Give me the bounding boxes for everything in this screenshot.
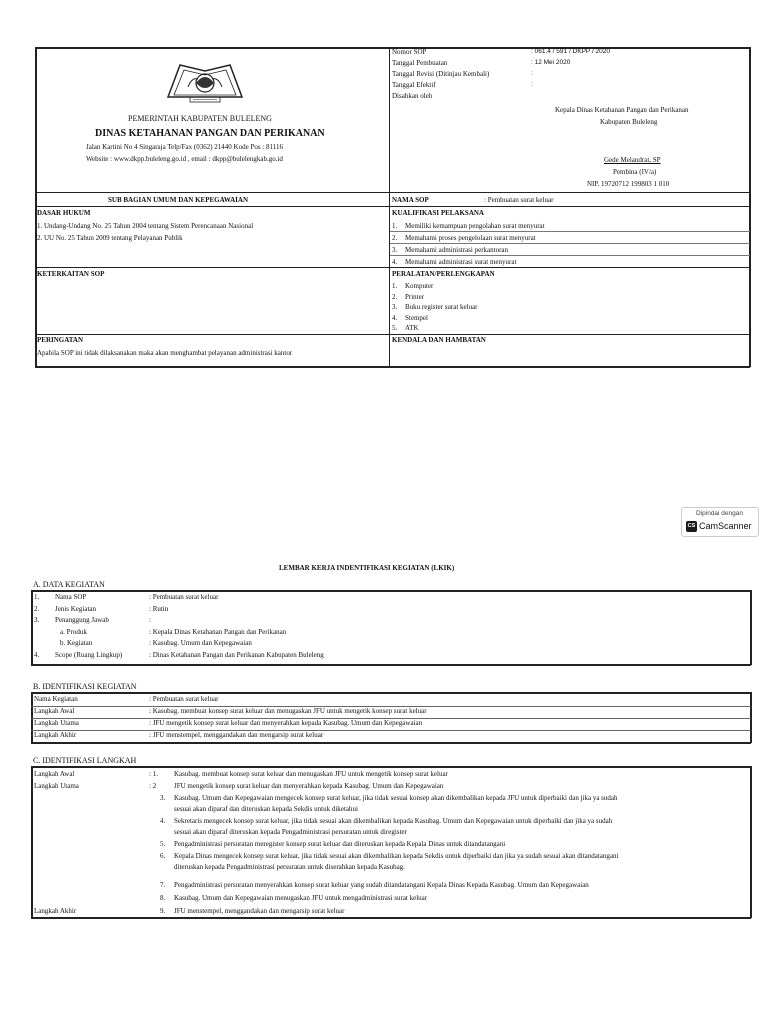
data-row-number: 1. [34, 593, 40, 601]
peralatan-number: 3. [392, 303, 398, 311]
section-b-title: B. IDENTIFIKASI KEGIATAN [33, 682, 137, 691]
dasar-hukum-item: 1. Undang-Undang No. 25 Tahun 2004 tentang Sistem Perencanaan Nasional [37, 222, 254, 230]
row-divider [390, 231, 750, 232]
data-row-label: Penanggung Jawab [55, 616, 109, 624]
peringatan-text: Apabila SOP ini tidak dilaksanakan maka akan menghambat pelayanan administrasi kantor [37, 349, 293, 357]
dasar-hukum-title: DASAR HUKUM [37, 209, 91, 217]
sub-bagian: SUB BAGIAN UMUM DAN KEPEGAWAIAN [108, 196, 249, 204]
langkah-akhir-label: Langkah Akhir [34, 907, 77, 915]
kualifikasi-title: KUALIFIKASI PELAKSANA [392, 209, 484, 217]
dinas-address: Jalan Kartini No 4 Singaraja Telp/Fax (0362) 21440 Kode Pos : 81116 [86, 143, 283, 151]
data-row-label: b. Kegiatan [60, 639, 93, 647]
camscanner-badge [681, 507, 759, 537]
data-row-number: 3. [34, 616, 40, 624]
data-row-label: Scope (Ruang Lingkup) [55, 650, 123, 659]
step-text-continued: sesuai akan diparaf diteruskan kepada Pengadministrasi persuratan untuk diregister [174, 828, 407, 836]
step-number: 9. [160, 907, 166, 915]
meta-value: : [531, 81, 533, 88]
langkah-utama-label: Langkah Utama [34, 782, 79, 790]
nama-sop-label: NAMA SOP [392, 196, 429, 204]
section-a-title: A. DATA KEGIATAN [33, 580, 105, 589]
dasar-hukum-item: 2. UU No. 25 Tahun 2009 tentang Pelayanan Publik [37, 234, 183, 242]
nama-sop-value: : Pembuatan surat keluar [484, 196, 554, 204]
peralatan-item: ATK [405, 324, 419, 332]
meta-label: Tanggal Pembuatan [392, 59, 448, 67]
row-divider [31, 730, 751, 731]
langkah-awal-label: Langkah Awal [34, 770, 75, 778]
data-row-value: : Kasubag. Umum dan Kepegawaian [149, 639, 252, 647]
kualifikasi-number: 1. [392, 222, 398, 230]
step-text: Kasubag. membuat konsep surat keluar dan menugaskan JFU untuk mengetik konsep surat keluar [174, 770, 448, 778]
data-row-label: Jenis Kegiatan [55, 604, 97, 613]
keterkaitan-title: KETERKAITAN SOP [37, 270, 105, 278]
identifikasi-value: : Pembuatan surat keluar [149, 695, 219, 703]
meta-label: Disahkan oleh [392, 92, 433, 100]
meta-value: : 061.4 / 591 / DKPP / 2020 [531, 48, 611, 55]
peralatan-title: PERALATAN/PERLENGKAPAN [392, 270, 495, 278]
data-row-value: : Dinas Ketahanan Pangan dan Perikanan Kabupaten Buleleng [149, 650, 324, 659]
meta-value: : 12 Mei 2020 [531, 59, 571, 66]
step-text: Kepala Dinas mengecek konsep surat keluar, jika tidak sesuai akan dikembalikan kepada Sekdis untuk diperbaiki dan jika ya sudah sesuai akan ditandatangani [174, 852, 619, 860]
kualifikasi-item: Memahami administrasi surat menyurat [405, 258, 517, 266]
dinas-name: DINAS KETAHANAN PANGAN DAN PERIKANAN [95, 128, 325, 139]
identifikasi-label: Nama Kegiatan [34, 695, 78, 703]
step-number: 4. [160, 817, 166, 825]
kualifikasi-item: Memiliki kemampuan pengolahan surat menyurat [405, 222, 545, 230]
data-row-number: 2. [34, 604, 40, 613]
peralatan-number: 2. [392, 292, 398, 301]
kendala-title: KENDALA DAN HAMBATAN [392, 336, 486, 344]
step-number: 5. [160, 840, 166, 848]
step-text-continued: diteruskan kepada Pengadministrasi persuratan untuk diserahkan kepada Kasubag. [174, 863, 405, 871]
step-text: JFU mengetik konsep surat keluar dan menyerahkan kepada Kasubag. Umum dan Kepegawaian [174, 782, 444, 790]
peralatan-number: 1. [392, 282, 398, 290]
step-text: Pengadministrasi persuratan meregister konsep surat keluar dan diteruskan kepada Kepala Dinas untuk ditandatangani [174, 840, 506, 848]
section-c-title: C. IDENTIFIKASI LANGKAH [33, 756, 137, 765]
gov-name: PEMERINTAH KABUPATEN BULELENG [128, 114, 272, 123]
kualifikasi-number: 3. [392, 246, 398, 254]
step-text: Kasubag. Umum dan Kepegawaian menugaskan JFU untuk mengadministrasi surat keluar [174, 894, 428, 902]
meta-label: Tanggal Revisi (Ditinjau Kembali) [392, 70, 490, 78]
identifikasi-value: : JFU menstempel, menggandakan dan mengarsip surat keluar [149, 731, 324, 739]
step-number: 6. [160, 852, 166, 860]
approver-nip: NIP. 19720712 199803 1 010 [587, 180, 670, 188]
data-row-value: : Pembuatan surat keluar [149, 593, 219, 601]
step-text: Sekretaris mengecek konsep surat keluar, jika tidak sesuai akan dikembalikan kepada Kasubag. Umum dan Kepegawaian untuk diperbaiki dan jika ya sudah [174, 817, 613, 825]
approver-rank: Pembina (IV/a) [613, 168, 657, 176]
peralatan-item: Buku register surat keluar [405, 303, 478, 311]
identifikasi-value: : JFU mengetik konsep surat keluar dan menyerahkan kepada Kasubag. Umum dan Kepegawaian [149, 719, 423, 727]
step-text: JFU menstempel, menggandakan dan mengarsip surat keluar [174, 907, 345, 915]
peringatan-title: PERINGATAN [37, 336, 84, 344]
peralatan-number: 4. [392, 313, 398, 322]
identifikasi-label: Langkah Akhir [34, 731, 77, 739]
step-number: : 1. [149, 770, 158, 778]
step-number: 8. [160, 894, 166, 902]
step-number: 7. [160, 881, 166, 889]
meta-label: Nomor SOP [392, 48, 427, 56]
identifikasi-label: Langkah Utama [34, 719, 79, 727]
approver-region: Kabupaten Buleleng [600, 118, 658, 126]
kualifikasi-item: Memahami administrasi perkantoran [405, 246, 509, 254]
data-row-label: a. Produk [60, 627, 87, 636]
identifikasi-value: : Kasubag. membuat konsep surat keluar dan menugaskan JFU untuk mengetik konsep surat keluar [149, 707, 427, 715]
peralatan-item: Stempel [405, 313, 428, 322]
meta-label: Tanggal Efektif [392, 81, 436, 89]
peralatan-item: Printer [405, 292, 425, 301]
row-divider [390, 243, 750, 244]
lkik-title: LEMBAR KERJA INDENTIFIKASI KEGIATAN (LKIK) [279, 564, 455, 572]
camscanner-caption: Dipindai dengan [696, 510, 743, 517]
kualifikasi-number: 2. [392, 234, 398, 242]
step-text-continued: sesuai akan diparaf dan diteruskan kepada Sekdis untuk diketahui [174, 805, 358, 813]
data-row-number: 4. [34, 650, 40, 659]
kualifikasi-item: Memahami proses pengelolaan surat menyurat [405, 234, 536, 242]
identifikasi-label: Langkah Awal [34, 707, 75, 715]
step-number: 3. [160, 794, 166, 802]
step-text: Kasubag. Umum dan Kepegawaian mengecek konsep surat keluar, jika tidak sesuai konsep akan dikembalikan kepada JFU untuk diperbaiki dan jika ya sudah [174, 794, 618, 802]
peralatan-item: Komputer [405, 282, 434, 290]
kabupaten-buleleng-emblem [160, 57, 250, 107]
camscanner-brand: CamScanner [699, 521, 752, 531]
camscanner-logo-icon: CS [686, 521, 697, 532]
dinas-website: Website : www.dkpp.buleleng.go.id , email : dkpp@bulelengkab.go.id [86, 155, 283, 163]
step-text: Pengadministrasi persuratan menyerahkan konsep surat keluar yang sudah ditandatangani Kepala Dinas Kepada Kasubag. Umum dan Kepegawaian [174, 881, 589, 889]
step-number: : 2 [149, 782, 157, 790]
data-row-value: : Kepala Dinas Ketahanan Pangan dan Perikanan [149, 627, 287, 636]
data-row-value: : [149, 616, 151, 624]
meta-value: : [531, 70, 533, 77]
data-row-value: : Rutin [149, 604, 169, 613]
approver-name: Gede Melandrat, SP [604, 156, 661, 164]
data-row-label: Nama SOP [55, 593, 87, 601]
kualifikasi-number: 4. [392, 258, 398, 266]
peralatan-number: 5. [392, 324, 398, 332]
row-divider [390, 255, 750, 256]
approver-title: Kepala Dinas Ketahanan Pangan dan Perikanan [555, 106, 689, 114]
